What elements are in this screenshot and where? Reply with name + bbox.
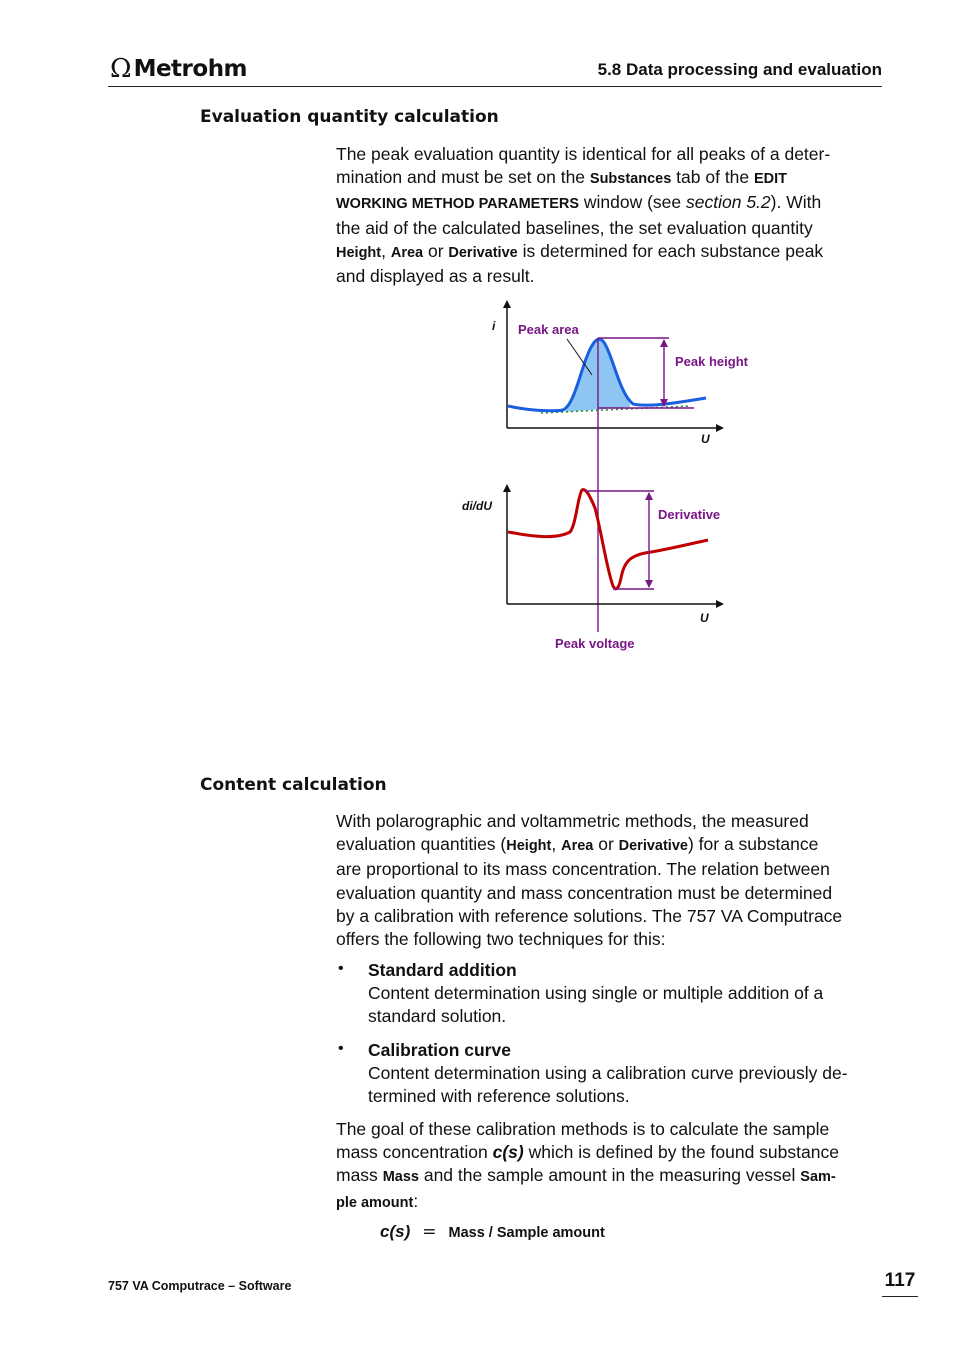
bottom-y-axis-arrow-icon [503,484,511,492]
text-line [336,265,884,288]
symbol-cs: c(s) [492,1142,524,1163]
formula-rhs: Mass / Sample amount [448,1225,605,1241]
derivative-arrow-up-icon [645,492,653,500]
omega-icon: Ω [110,54,132,84]
keyword-derivative: Derivative [448,244,518,261]
bullet-calibration-curve [368,1039,884,1109]
keyword-sample-amount-1: Sam- [800,1169,836,1186]
text: ). With [770,192,822,213]
text-line: Content determination using single or multiple addition of a [368,983,824,1004]
label-didu: di/dU [462,499,492,513]
keyword-height: Height [506,838,552,855]
top-x-axis-arrow-icon [716,424,724,432]
bullet-standard-addition [368,959,884,1029]
text-line: standard solution. [368,1006,507,1027]
bullet-title: Standard addition [368,960,517,980]
text: by a calibration with reference solutions. The 757 VA Computrace [336,905,843,926]
text: window (see [579,192,687,213]
label-u-bottom: U [700,611,709,625]
text: evaluation quantities ( [336,834,507,855]
formula-lhs [380,1222,410,1242]
peak-evaluation-figure [440,290,748,660]
text-line [336,858,884,881]
label-peak-height: Peak height [675,354,748,369]
keyword-sample-amount-2: ple amount [336,1194,414,1211]
bottom-x-axis-arrow-icon [716,600,724,608]
label-i: i [492,319,496,333]
paragraph-evaluation-quantity [336,143,884,288]
header-divider [108,86,882,87]
text-line [336,833,884,858]
label-peak-area: Peak area [518,322,579,337]
text-line [336,1141,884,1164]
text-line [336,143,884,166]
top-y-axis-arrow-icon [503,300,511,308]
heading-content-calculation: Content calculation [200,775,387,795]
text: the aid of the calculated baselines, the set evaluation quantity [336,217,813,238]
text: or [593,834,619,855]
bullet-title: Calibration curve [368,1040,511,1060]
bullet-icon: • [338,960,344,977]
text-line [336,882,884,905]
text: and the sample amount in the measuring vessel [418,1165,801,1186]
text: or [423,240,449,261]
text: ) for a substance [687,834,819,855]
text-line [336,1190,884,1215]
text-line [336,1118,884,1141]
keyword-working-method-parameters: WORKING METHOD PARAMETERS [336,196,580,213]
formula-equals: = [422,1222,437,1242]
text: mination and must be set on the [336,167,590,188]
text: are proportional to its mass concentration. The relation between [336,859,830,880]
text-line [336,217,884,240]
text: evaluation quantity and mass concentration must be determined [336,882,833,903]
text: , [381,240,391,261]
text-line [336,905,884,928]
text-line: termined with reference solutions. [368,1086,630,1107]
label-u-top: U [701,432,710,446]
keyword-edit: EDIT [754,171,788,188]
metrohm-logo [110,54,247,84]
text: , [551,834,562,855]
text: : [413,1190,419,1211]
text: With polarographic and voltammetric methods, the measured [336,811,809,831]
section-reference: section 5.2 [686,192,771,213]
section-title: 5.8 Data processing and evaluation [597,60,882,79]
derivative-arrow-down-icon [645,580,653,588]
text-line [336,166,884,191]
text: mass [336,1165,383,1186]
keyword-area: Area [390,244,424,261]
text-line [336,1164,884,1189]
keyword-mass: Mass [382,1169,419,1186]
text: offers the following two techniques for this: [336,929,666,950]
footer-product: 757 VA Computrace – Software [108,1279,292,1293]
formula-cs [380,1222,605,1242]
paragraph-content-calculation [336,810,884,951]
heading-evaluation-quantity: Evaluation quantity calculation [200,107,499,127]
text-line [336,240,884,265]
label-peak-voltage: Peak voltage [555,636,635,651]
text: which is defined by the found substance [523,1142,839,1163]
keyword-substances: Substances [589,171,672,188]
keyword-derivative: Derivative [618,838,688,855]
peak-height-arrow-up-icon [660,339,668,347]
text: tab of the [671,167,755,188]
text: mass concentration [336,1142,493,1163]
text: is determined for each substance peak [517,240,824,261]
keyword-area: Area [561,838,594,855]
text-line [336,191,884,216]
label-derivative: Derivative [658,507,721,522]
text-line: Content determination using a calibration curve previously de- [368,1063,848,1084]
logo-wordmark: Metrohm [133,56,248,82]
paragraph-calibration-goal [336,1118,884,1215]
text-line [336,928,884,951]
page-number: 117 [882,1270,918,1297]
derivative-curve [508,490,708,589]
text: The goal of these calibration methods is to calculate the sample [336,1119,830,1139]
keyword-height: Height [336,244,382,261]
text: and displayed as a result. [336,266,535,287]
text: The peak evaluation quantity is identical for all peaks of a deter- [336,144,831,164]
bullet-icon: • [338,1040,344,1057]
text-line [336,810,884,833]
formula-lhs-text: c(s) [380,1222,411,1241]
